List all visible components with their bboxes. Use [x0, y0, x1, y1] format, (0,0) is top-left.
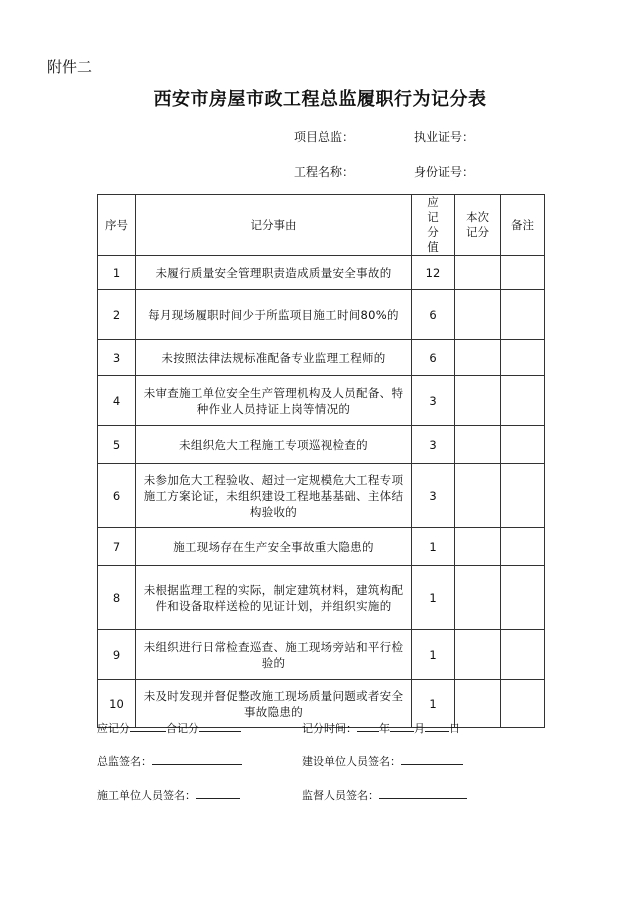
row-score: 1	[412, 528, 455, 566]
row-reason: 每月现场履职时间少于所监项目施工时间80%的	[136, 290, 412, 340]
row-current-score-cell[interactable]	[455, 630, 501, 680]
table-row	[98, 290, 545, 340]
table-row	[98, 464, 545, 528]
table-row	[98, 630, 545, 680]
row-current-score-cell[interactable]	[455, 566, 501, 630]
attachment-label: 附件二	[47, 58, 93, 76]
row-score: 3	[412, 426, 455, 464]
row-current-score-cell[interactable]	[455, 528, 501, 566]
row-no: 5	[98, 426, 136, 464]
chief-supervisor-label: 项目总监：	[294, 130, 355, 144]
license-no-label: 执业证号：	[414, 130, 475, 144]
row-score: 1	[412, 680, 455, 728]
column-header-score-value: 应记分值	[412, 195, 455, 256]
contractor-signature	[97, 787, 240, 803]
row-no: 3	[98, 340, 136, 376]
month-blank[interactable]	[390, 720, 414, 732]
table-header-row	[98, 195, 545, 256]
row-remark-cell[interactable]	[501, 340, 545, 376]
score-time	[302, 720, 460, 736]
row-score: 3	[412, 376, 455, 426]
month-label: 月	[414, 722, 425, 735]
row-current-score-cell[interactable]	[455, 340, 501, 376]
row-remark-cell[interactable]	[501, 528, 545, 566]
row-remark-cell[interactable]	[501, 680, 545, 728]
row-reason: 未审查施工单位安全生产管理机构及人员配备、特种作业人员持证上岗等情况的	[136, 376, 412, 426]
row-reason: 未根据监理工程的实际，制定建筑材料，建筑构配件和设备取样送检的见证计划，并组织实施的	[136, 566, 412, 630]
table-row	[98, 376, 545, 426]
year-label: 年	[379, 722, 390, 735]
row-reason: 施工现场存在生产安全事故重大隐患的	[136, 528, 412, 566]
row-remark-cell[interactable]	[501, 290, 545, 340]
id-no-label: 身份证号：	[414, 165, 475, 179]
due-score-label: 应记分	[97, 722, 130, 735]
row-score: 6	[412, 290, 455, 340]
row-remark-cell[interactable]	[501, 566, 545, 630]
row-remark-cell[interactable]	[501, 376, 545, 426]
row-score: 1	[412, 566, 455, 630]
row-remark-cell[interactable]	[501, 464, 545, 528]
row-current-score-cell[interactable]	[455, 680, 501, 728]
total-score-label: 合记分	[166, 722, 199, 735]
inspector-signature	[302, 787, 467, 803]
column-header-seq: 序号	[98, 195, 136, 256]
table-row	[98, 528, 545, 566]
row-no: 6	[98, 464, 136, 528]
chief-sign-label: 总监签名：	[97, 755, 152, 768]
row-current-score-cell[interactable]	[455, 256, 501, 290]
row-score: 3	[412, 464, 455, 528]
row-score: 12	[412, 256, 455, 290]
table-row	[98, 566, 545, 630]
row-reason: 未按照法律法规标准配备专业监理工程师的	[136, 340, 412, 376]
row-current-score-cell[interactable]	[455, 464, 501, 528]
score-summary	[97, 720, 241, 736]
inspector-sign-blank[interactable]	[379, 787, 467, 799]
contractor-sign-label: 施工单位人员签名：	[97, 789, 196, 802]
column-header-current-score: 本次记分	[455, 195, 501, 256]
owner-signature	[302, 753, 463, 769]
chief-sign-blank[interactable]	[152, 753, 242, 765]
day-blank[interactable]	[425, 720, 449, 732]
row-no: 9	[98, 630, 136, 680]
row-no: 10	[98, 680, 136, 728]
table-row	[98, 426, 545, 464]
row-no: 2	[98, 290, 136, 340]
table-row	[98, 256, 545, 290]
inspector-sign-label: 监督人员签名：	[302, 789, 379, 802]
owner-sign-blank[interactable]	[401, 753, 463, 765]
score-time-label: 记分时间：	[302, 722, 357, 735]
table-row	[98, 340, 545, 376]
row-remark-cell[interactable]	[501, 426, 545, 464]
year-blank[interactable]	[357, 720, 379, 732]
due-score-blank[interactable]	[130, 720, 166, 732]
row-current-score-cell[interactable]	[455, 290, 501, 340]
row-reason: 未参加危大工程验收、超过一定规模危大工程专项施工方案论证，未组织建设工程地基基础、主体结构验收的	[136, 464, 412, 528]
row-remark-cell[interactable]	[501, 256, 545, 290]
row-score: 1	[412, 630, 455, 680]
row-remark-cell[interactable]	[501, 630, 545, 680]
column-header-remark: 备注	[501, 195, 545, 256]
row-current-score-cell[interactable]	[455, 376, 501, 426]
row-no: 7	[98, 528, 136, 566]
row-reason: 未履行质量安全管理职责造成质量安全事故的	[136, 256, 412, 290]
score-table	[97, 194, 545, 728]
row-reason: 未组织危大工程施工专项巡视检查的	[136, 426, 412, 464]
owner-sign-label: 建设单位人员签名：	[302, 755, 401, 768]
row-reason: 未组织进行日常检查巡查、施工现场旁站和平行检验的	[136, 630, 412, 680]
row-no: 8	[98, 566, 136, 630]
page-title: 西安市房屋市政工程总监履职行为记分表	[153, 89, 487, 110]
project-name-label: 工程名称：	[294, 165, 355, 179]
row-current-score-cell[interactable]	[455, 426, 501, 464]
total-score-blank[interactable]	[199, 720, 241, 732]
row-reason: 未及时发现并督促整改施工现场质量问题或者安全事故隐患的	[136, 680, 412, 728]
row-no: 1	[98, 256, 136, 290]
column-header-reason: 记分事由	[136, 195, 412, 256]
row-score: 6	[412, 340, 455, 376]
row-no: 4	[98, 376, 136, 426]
day-label: 日	[449, 722, 460, 735]
contractor-sign-blank[interactable]	[196, 787, 240, 799]
chief-signature	[97, 753, 242, 769]
